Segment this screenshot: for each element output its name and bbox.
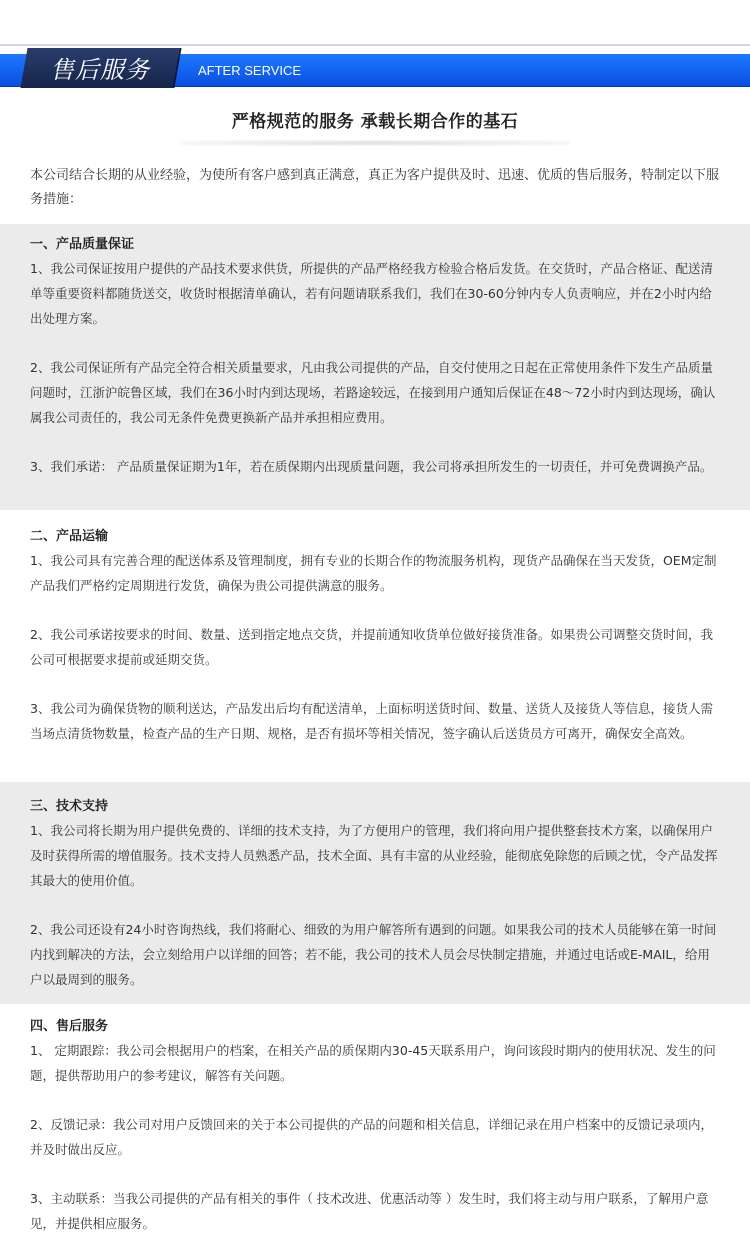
section-paragraph: 2、我公司承诺按要求的时间、数量、送到指定地点交货，并提前通知收货单位做好接货准备。如果贵公司调整交货时间，我公司可根据要求提前或延期交货。 — [30, 627, 713, 667]
section-quality-guarantee — [0, 224, 750, 510]
section-paragraph: 2、我公司保证所有产品完全符合相关质量要求，凡由我公司提供的产品，自交付使用之日起在正常使用条件下发生产品质量问题时，江浙沪皖鲁区域，我们在36小时内到达现场，若路途较远，在接到用户通知后保证在48～72小时内到达现场，确认属我公司责任的，我公司无条件免费更换新产品并承担相应费用。 — [30, 360, 716, 425]
section-title: 二、产品运输 — [30, 529, 109, 544]
page-title: 售后服务 — [50, 56, 150, 84]
headline-shadow — [180, 140, 570, 146]
section-paragraph: 1、我公司保证按用户提供的产品技术要求供货，所提供的产品严格经我方检验合格后发货。在交货时，产品合格证、配送清单等重要资料都随货送交，收货时根据清单确认，若有问题请联系我们，我们在30-60分钟内专人负责响应，并在2小时内给出处理方案。 — [30, 261, 713, 326]
section-paragraph: 1、我公司将长期为用户提供免费的、详细的技术支持，为了方便用户的管理，我们将向用户提供整套技术方案，以确保用户及时获得所需的增值服务。技术支持人员熟悉产品，技术全面、具有丰富的从业经验，能彻底免除您的后顾之忧，令产品发挥其最大的使用价值。 — [30, 823, 718, 888]
section-paragraph: 3、我们承诺： 产品质量保证期为1年，若在质保期内出现质量问题，我公司将承担所发生的一切责任，并可免费调换产品。 — [30, 459, 713, 474]
banner-top-line — [0, 44, 750, 46]
section-after-sales — [0, 1004, 750, 1260]
section-paragraph: 1、我公司具有完善合理的配送体系及管理制度，拥有专业的长期合作的物流服务机构，现货产品确保在当天发货，OEM定制产品我们严格约定周期进行发货，确保为贵公司提供满意的服务。 — [30, 553, 717, 593]
section-tech-support — [0, 782, 750, 1004]
section-title: 三、技术支持 — [30, 799, 109, 814]
page-subtitle: AFTER SERVICE — [198, 63, 302, 78]
section-transport — [0, 510, 750, 782]
section-paragraph: 3、主动联系：当我公司提供的产品有相关的事件（ 技术改进、优惠活动等 ）发生时，我们将主动与用户联系，了解用户意见，并提供相应服务。 — [30, 1191, 709, 1231]
section-paragraph: 3、我公司为确保货物的顺利送达，产品发出后均有配送清单，上面标明送货时间、数量、送货人及接货人等信息，接货人需当场点清货物数量，检查产品的生产日期、规格，是否有损坏等相关情况，签字确认后送货员方可离开，确保安全高效。 — [30, 701, 713, 741]
section-title: 一、产品质量保证 — [30, 237, 135, 252]
section-paragraph: 2、我公司还设有24小时咨询热线，我们将耐心、细致的为用户解答所有遇到的问题。如果我公司的技术人员能够在第一时间内找到解决的方法，会立刻给用户以详细的回答；若不能，我公司的技术人员会尽快制定措施，并通过电话或E-MAIL，给用户以最周到的服务。 — [30, 922, 717, 987]
headline: 严格规范的服务 承载长期合作的基石 — [231, 112, 519, 132]
section-title: 四、售后服务 — [30, 1019, 109, 1034]
section-paragraph: 1、 定期跟踪：我公司会根据用户的档案，在相关产品的质保期内30-45天联系用户，询问该段时期内的使用状况、发生的问题，提供帮助用户的参考建议，解答有关问题。 — [30, 1043, 716, 1083]
section-paragraph: 2、反馈记录：我公司对用户反馈回来的关于本公司提供的产品的问题和相关信息，详细记录在用户档案中的反馈记录项内，并及时做出反应。 — [30, 1117, 713, 1157]
header-banner — [0, 44, 750, 90]
intro-text: 本公司结合长期的从业经验，为使所有客户感到真正满意，真正为客户提供及时、迅速、优质的售后服务，特制定以下服务措施： — [30, 168, 720, 207]
